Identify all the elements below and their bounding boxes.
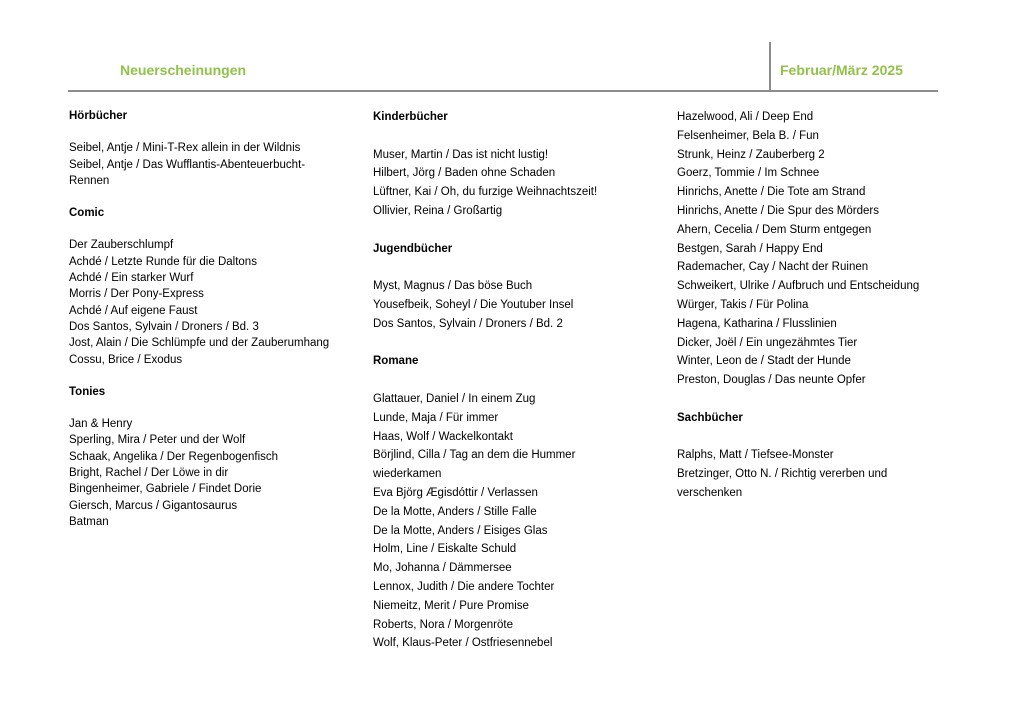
publication-period: Februar/März 2025	[780, 62, 903, 78]
section	[69, 108, 334, 189]
list-item: Hazelwood, Ali / Deep End	[677, 111, 814, 123]
section-heading: Kinderbücher	[373, 111, 448, 123]
section	[677, 409, 947, 503]
list-item: Bretzinger, Otto N. / Richtig vererben und verschenken	[677, 468, 888, 499]
section-heading: Comic	[69, 207, 105, 220]
list-item: Holm, Line / Eiskalte Schuld	[373, 543, 517, 556]
list-item: Hinrichs, Anette / Die Spur des Mörders	[677, 204, 879, 217]
list-item: Haas, Wolf / Wackelkontakt	[373, 430, 513, 443]
list-item: Der Zauberschlumpf	[69, 239, 174, 252]
list-item: Jost, Alain / Die Schlümpfe und der Zauberumhang	[69, 337, 330, 350]
column-1	[69, 108, 334, 546]
list-item: Batman	[69, 515, 109, 528]
book-list	[69, 140, 334, 189]
section-heading: Jugendbücher	[373, 242, 453, 255]
list-item: Würger, Takis / Für Polina	[677, 298, 809, 311]
book-list	[373, 390, 638, 653]
list-item: Muser, Martin / Das ist nicht lustig!	[373, 148, 549, 161]
section	[677, 108, 947, 390]
section-heading: Sachbücher	[677, 411, 743, 424]
list-item: Glattauer, Daniel / In einem Zug	[373, 392, 536, 405]
section	[69, 205, 334, 368]
list-item: Eva Björg Ægisdóttir / Verlassen	[373, 486, 538, 499]
column-3	[677, 108, 947, 522]
list-item: Achdé / Letzte Runde für die Daltons	[69, 255, 257, 268]
section-heading: Romane	[373, 355, 419, 368]
list-item: Schaak, Angelika / Der Regenbogenfisch	[69, 450, 279, 463]
list-item: Ollivier, Reina / Großartig	[373, 204, 503, 217]
section-heading: Hörbücher	[69, 110, 128, 122]
list-item: Lüftner, Kai / Oh, du furzige Weihnachtszeit!	[373, 186, 598, 199]
book-list	[677, 108, 947, 390]
list-item: Achdé / Auf eigene Faust	[69, 304, 198, 317]
list-item: Achdé / Ein starker Wurf	[69, 272, 194, 285]
book-list	[677, 446, 947, 502]
list-item: Roberts, Nora / Morgenröte	[373, 618, 513, 631]
list-item: Felsenheimer, Bela B. / Fun	[677, 129, 819, 142]
book-list	[373, 146, 638, 221]
list-item: Bingenheimer, Gabriele / Findet Dorie	[69, 483, 262, 496]
list-item: Lennox, Judith / Die andere Tochter	[373, 580, 555, 593]
list-item: Hinrichs, Anette / Die Tote am Strand	[677, 186, 866, 199]
section	[373, 108, 638, 221]
section	[69, 384, 334, 530]
list-item: Schweikert, Ulrike / Aufbruch und Entscheidung	[677, 280, 920, 293]
book-list	[69, 237, 334, 367]
list-item: Bright, Rachel / Der Löwe in dir	[69, 467, 229, 480]
list-item: Cossu, Brice / Exodus	[69, 353, 183, 366]
list-item: Strunk, Heinz / Zauberberg 2	[677, 148, 825, 161]
list-item: Myst, Magnus / Das böse Buch	[373, 280, 533, 293]
list-item: Bestgen, Sarah / Happy End	[677, 242, 823, 255]
list-item: Hilbert, Jörg / Baden ohne Schaden	[373, 167, 556, 180]
list-item: De la Motte, Anders / Eisiges Glas	[373, 524, 548, 537]
section	[373, 352, 638, 653]
list-item: Sperling, Mira / Peter und der Wolf	[69, 434, 246, 447]
book-list	[373, 277, 638, 333]
list-item: Dos Santos, Sylvain / Droners / Bd. 2	[373, 317, 563, 330]
list-item: Ralphs, Matt / Tiefsee-Monster	[677, 449, 834, 462]
list-item: Dicker, Joël / Ein ungezähmtes Tier	[677, 336, 858, 349]
header-rule	[68, 90, 938, 92]
list-item: Wolf, Klaus-Peter / Ostfriesennebel	[373, 637, 553, 650]
list-item: Jan & Henry	[69, 418, 133, 431]
list-item: Preston, Douglas / Das neunte Opfer	[677, 374, 866, 387]
list-item: Yousefbeik, Soheyl / Die Youtuber Insel	[373, 298, 574, 311]
list-item: Niemeitz, Merit / Pure Promise	[373, 599, 529, 612]
list-item: Börjlind, Cilla / Tag an dem die Hummer wiederkamen	[373, 449, 576, 481]
list-item: Winter, Leon de / Stadt der Hunde	[677, 355, 851, 368]
list-item: Seibel, Antje / Das Wufflantis-Abenteuerbucht-Rennen	[69, 158, 306, 187]
section	[373, 240, 638, 334]
column-2	[373, 108, 638, 672]
header-divider-vertical	[769, 42, 771, 91]
list-item: Rademacher, Cay / Nacht der Ruinen	[677, 261, 869, 274]
section-heading: Tonies	[69, 385, 106, 398]
list-item: Hagena, Katharina / Flusslinien	[677, 317, 837, 330]
list-item: Lunde, Maja / Für immer	[373, 411, 499, 424]
list-item: Ahern, Cecelia / Dem Sturm entgegen	[677, 223, 872, 236]
list-item: Dos Santos, Sylvain / Droners / Bd. 3	[69, 320, 259, 333]
list-item: Mo, Johanna / Dämmersee	[373, 562, 512, 575]
list-item: De la Motte, Anders / Stille Falle	[373, 505, 537, 518]
list-item: Giersch, Marcus / Gigantosaurus	[69, 499, 238, 512]
page-title: Neuerscheinungen	[120, 62, 247, 78]
list-item: Morris / Der Pony-Express	[69, 288, 204, 301]
list-item: Goerz, Tommie / Im Schnee	[677, 167, 820, 180]
book-list	[69, 416, 334, 530]
list-item: Seibel, Antje / Mini-T-Rex allein in der Wildnis	[69, 142, 301, 155]
